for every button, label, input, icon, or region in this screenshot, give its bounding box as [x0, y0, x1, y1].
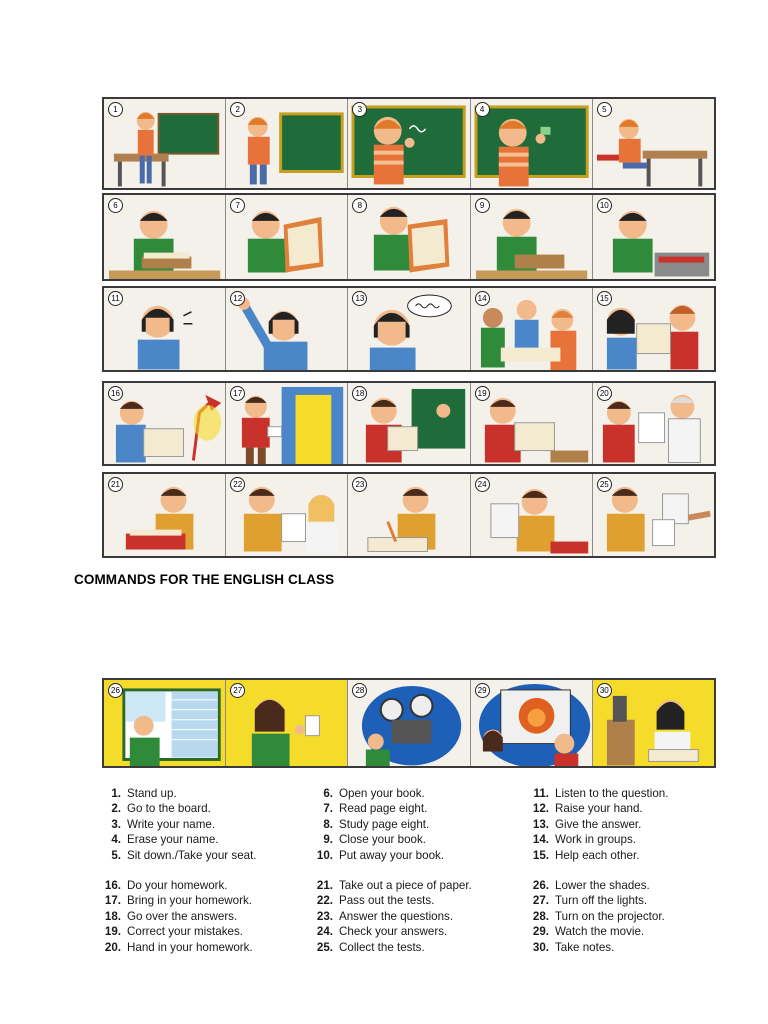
- panel-number: 28: [352, 683, 367, 698]
- panel-26: [104, 680, 226, 766]
- list-item: 7. Read page eight.: [323, 802, 428, 816]
- panel-number: 7: [230, 198, 245, 213]
- list-item: 14. Work in groups.: [532, 833, 636, 847]
- list-item: 8. Study page eight.: [323, 817, 430, 831]
- panel-9: [471, 195, 593, 279]
- list-item: 29. Watch the movie.: [532, 925, 645, 939]
- list-item: 5. Sit down./Take your seat.: [111, 848, 257, 862]
- panel-number: 8: [352, 198, 367, 213]
- panel-5: [593, 99, 714, 188]
- panel-number: 21: [108, 477, 123, 492]
- list-item: 12. Raise your hand.: [532, 802, 643, 816]
- list-item: 2. Go to the board.: [111, 802, 211, 816]
- list-item: 20. Hand in your homework.: [104, 940, 253, 954]
- panel-number: 13: [352, 291, 367, 306]
- panel-number: 18: [352, 386, 367, 401]
- list-item: 1. Stand up.: [111, 787, 177, 800]
- list-item: 4. Erase your name.: [111, 833, 219, 847]
- panel-22: [226, 474, 348, 556]
- panel-number: 11: [108, 291, 123, 306]
- panel-3: [348, 99, 470, 188]
- list-item: 22. Pass out the tests.: [316, 894, 435, 908]
- list-item: 28. Turn on the projector.: [532, 909, 665, 923]
- list-item: 23. Answer the questions.: [316, 909, 454, 923]
- list-item: 26. Lower the shades.: [532, 878, 650, 892]
- panel-number: 24: [475, 477, 490, 492]
- list-item: 19. Correct your mistakes.: [104, 925, 243, 939]
- panel-12: [226, 288, 348, 370]
- panel-25: [593, 474, 714, 556]
- panel-4: [471, 99, 593, 188]
- panel-23: [348, 474, 470, 556]
- panel-number: 15: [597, 291, 612, 306]
- list-item: 11. Listen to the question.: [533, 787, 669, 800]
- panel-1: [104, 99, 226, 188]
- panel-number: 26: [108, 683, 123, 698]
- illustration-strip-1: [102, 97, 716, 190]
- illustration-strip-6: [102, 678, 716, 768]
- illustration-strip-5: [102, 472, 716, 558]
- panel-number: 12: [230, 291, 245, 306]
- list-item: 16. Do your homework.: [104, 878, 228, 892]
- panel-27: [226, 680, 348, 766]
- panel-number: 27: [230, 683, 245, 698]
- panel-2: [226, 99, 348, 188]
- panel-number: 14: [475, 291, 490, 306]
- panel-number: 25: [597, 477, 612, 492]
- panel-number: 22: [230, 477, 245, 492]
- panel-15: [593, 288, 714, 370]
- legend-column-3: [528, 786, 668, 955]
- illustration-strip-4: [102, 381, 716, 466]
- list-item: 3. Write your name.: [111, 817, 216, 831]
- list-item: 30. Take notes.: [532, 940, 615, 954]
- panel-number: 2: [230, 102, 245, 117]
- list-item: 10. Put away your book.: [316, 848, 445, 862]
- panel-6: [104, 195, 226, 279]
- list-item: 25. Collect the tests.: [316, 940, 425, 954]
- panel-number: 5: [597, 102, 612, 117]
- list-item: 6. Open your book.: [323, 787, 425, 800]
- panel-8: [348, 195, 470, 279]
- panel-16: [104, 383, 226, 464]
- panel-14: [471, 288, 593, 370]
- panel-19: [471, 383, 593, 464]
- page-title: COMMANDS FOR THE ENGLISH CLASS: [74, 572, 335, 587]
- illustration-strip-2: [102, 193, 716, 281]
- list-item: 13. Give the answer.: [532, 817, 642, 831]
- list-item: 27. Turn off the lights.: [532, 894, 648, 908]
- panel-number: 3: [352, 102, 367, 117]
- panel-number: 20: [597, 386, 612, 401]
- panel-number: 17: [230, 386, 245, 401]
- panel-number: 23: [352, 477, 367, 492]
- panel-number: 29: [475, 683, 490, 698]
- panel-18: [348, 383, 470, 464]
- list-item: 24. Check your answers.: [316, 925, 448, 939]
- list-item: 17. Bring in your homework.: [104, 894, 253, 908]
- panel-20: [593, 383, 714, 464]
- list-item: 15. Help each other.: [532, 848, 640, 862]
- panel-28: [348, 680, 470, 766]
- write-name-illustration: [348, 99, 469, 188]
- panel-30: [593, 680, 714, 766]
- panel-number: 30: [597, 683, 612, 698]
- panel-7: [226, 195, 348, 279]
- panel-number: 19: [475, 386, 490, 401]
- list-item: 18. Go over the answers.: [104, 909, 238, 923]
- panel-number: 9: [475, 198, 490, 213]
- panel-number: 1: [108, 102, 123, 117]
- list-item: 21. Take out a piece of paper.: [316, 878, 472, 892]
- panel-13: [348, 288, 470, 370]
- panel-number: 6: [108, 198, 123, 213]
- panel-number: 10: [597, 198, 612, 213]
- panel-10: [593, 195, 714, 279]
- legend-column-1: [100, 786, 257, 955]
- panel-number: 4: [475, 102, 490, 117]
- list-item: 9. Close your book.: [323, 833, 426, 847]
- illustration-strip-3: [102, 286, 716, 372]
- panel-17: [226, 383, 348, 464]
- panel-11: [104, 288, 226, 370]
- panel-29: [471, 680, 593, 766]
- panel-24: [471, 474, 593, 556]
- panel-21: [104, 474, 226, 556]
- legend-column-2: [312, 786, 472, 955]
- panel-number: 16: [108, 386, 123, 401]
